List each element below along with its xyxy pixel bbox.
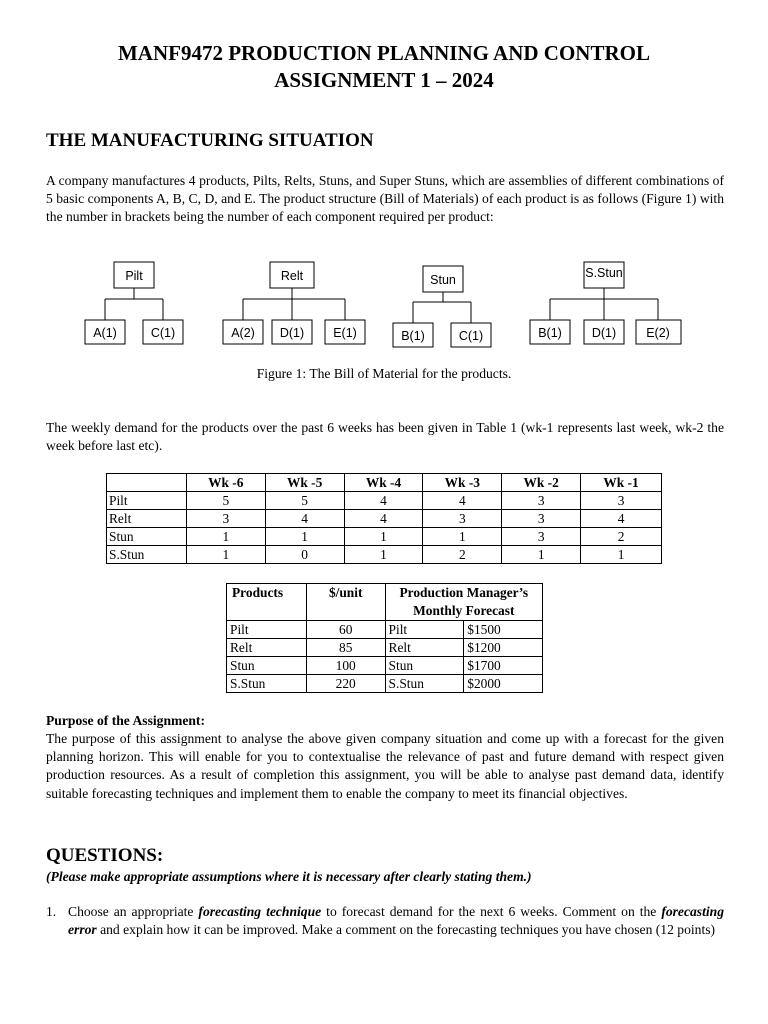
table-row bbox=[227, 621, 543, 639]
question-text-part: and explain how it can be improved. Make a comment on the forecasting techniques you have chosen (12 points) bbox=[96, 922, 716, 938]
product-cell: S.Stun bbox=[227, 675, 307, 693]
table-cell: 1 bbox=[581, 546, 662, 564]
table-cell: 1 bbox=[265, 528, 344, 546]
table-cell: 4 bbox=[344, 510, 423, 528]
product-cell: Pilt bbox=[227, 621, 307, 639]
table-cell: 1 bbox=[344, 546, 423, 564]
bom-label-stun-comp-2: C(1) bbox=[458, 329, 484, 343]
table-cell: 2 bbox=[581, 528, 662, 546]
table-cell: 3 bbox=[581, 492, 662, 510]
table-cell: 3 bbox=[502, 528, 581, 546]
table-header-cell: Wk -3 bbox=[423, 474, 502, 492]
table-cell: 1 bbox=[423, 528, 502, 546]
product-cell: Relt bbox=[227, 639, 307, 657]
table-row bbox=[107, 546, 662, 564]
forecast-product-cell: Pilt bbox=[385, 621, 464, 639]
table-header-cell bbox=[107, 474, 187, 492]
table-header-cell: Wk -2 bbox=[502, 474, 581, 492]
product-cell: Stun bbox=[227, 657, 307, 675]
question-text-part: to forecast demand for the next 6 weeks. Comment on the bbox=[321, 904, 662, 919]
table-cell: 1 bbox=[186, 546, 265, 564]
table-cell: 4 bbox=[581, 510, 662, 528]
bom-label-relt-comp-1: A(2) bbox=[231, 326, 255, 340]
table-cell: 5 bbox=[265, 492, 344, 510]
bom-label-relt: Relt bbox=[280, 269, 304, 283]
table-row bbox=[107, 510, 662, 528]
questions-heading: QUESTIONS: bbox=[46, 845, 164, 866]
forecast-value-cell: $1700 bbox=[464, 657, 543, 675]
bom-label-sstun-comp-3: E(2) bbox=[646, 326, 670, 340]
weekly-demand-table bbox=[106, 473, 662, 564]
document-title-line1: MANF9472 PRODUCTION PLANNING AND CONTROL bbox=[117, 41, 650, 65]
table-cell: 5 bbox=[186, 492, 265, 510]
forecast-value-cell: $1500 bbox=[464, 621, 543, 639]
price-cell: 100 bbox=[306, 657, 385, 675]
forecast-value-cell: $2000 bbox=[464, 675, 543, 693]
table-header-cell: Wk -6 bbox=[186, 474, 265, 492]
bom-diagram bbox=[0, 250, 768, 360]
forecast-product-cell: Relt bbox=[385, 639, 464, 657]
question-text bbox=[68, 903, 724, 939]
table-row bbox=[107, 492, 662, 510]
table-row bbox=[227, 657, 543, 675]
bom-label-sstun-comp-1: B(1) bbox=[538, 326, 562, 340]
table-cell: 1 bbox=[344, 528, 423, 546]
row-label: S.Stun bbox=[107, 546, 187, 564]
forecast-product-cell: S.Stun bbox=[385, 675, 464, 693]
table-row bbox=[107, 528, 662, 546]
table-cell: 4 bbox=[423, 492, 502, 510]
bom-label-relt-comp-2: D(1) bbox=[279, 326, 305, 340]
demand-intro-paragraph: The weekly demand for the products over the past 6 weeks has been given in Table 1 (wk-1 represents last week, wk-2 the week before last etc). bbox=[46, 420, 724, 454]
table-header-cell: Products bbox=[227, 584, 307, 621]
question-text-part: Choose an appropriate bbox=[68, 904, 199, 919]
table-header-cell: Wk -5 bbox=[265, 474, 344, 492]
table-header-row bbox=[107, 474, 662, 492]
price-cell: 220 bbox=[306, 675, 385, 693]
table-row bbox=[227, 639, 543, 657]
table-header-cell: $/unit bbox=[306, 584, 385, 621]
table-header-cell: Production Manager’s Monthly Forecast bbox=[385, 584, 542, 621]
table-header-cell: Wk -1 bbox=[581, 474, 662, 492]
table-cell: 4 bbox=[265, 510, 344, 528]
bom-label-sstun-comp-2: D(1) bbox=[591, 326, 617, 340]
document-title-line2: ASSIGNMENT 1 – 2024 bbox=[274, 68, 494, 92]
question-emphasis: forecasting technique bbox=[198, 904, 322, 919]
bom-label-sstun: S.Stun bbox=[585, 266, 623, 280]
bom-label-relt-comp-3: E(1) bbox=[333, 326, 357, 340]
table-header-cell: Wk -4 bbox=[344, 474, 423, 492]
bom-figure bbox=[0, 250, 768, 360]
manufacturing-paragraph: A company manufactures 4 products, Pilts, Relts, Stuns, and Super Stuns, which are assemblies of different combinations of 5 basic components A, B, C, D, and E. The product structure (Bill of Materials) of each product is as follows (Figure 1) with the number in brackets being the number of each component required per product: bbox=[46, 173, 724, 225]
bom-label-pilt: Pilt bbox=[125, 269, 143, 283]
table-row bbox=[227, 675, 543, 693]
forecast-value-cell: $1200 bbox=[464, 639, 543, 657]
question-number: 1. bbox=[46, 904, 57, 919]
figure-caption: Figure 1: The Bill of Material for the products. bbox=[256, 366, 512, 381]
row-label: Stun bbox=[107, 528, 187, 546]
table-cell: 4 bbox=[344, 492, 423, 510]
table-cell: 0 bbox=[265, 546, 344, 564]
forecast-product-cell: Stun bbox=[385, 657, 464, 675]
purpose-heading: Purpose of the Assignment: bbox=[46, 713, 205, 728]
questions-note: (Please make appropriate assumptions where it is necessary after clearly stating them.) bbox=[46, 869, 532, 884]
price-forecast-table bbox=[226, 583, 543, 693]
table-cell: 3 bbox=[502, 492, 581, 510]
table-cell: 1 bbox=[502, 546, 581, 564]
row-label: Pilt bbox=[107, 492, 187, 510]
bom-label-pilt-comp-1: A(1) bbox=[93, 326, 117, 340]
bom-label-pilt-comp-2: C(1) bbox=[150, 326, 176, 340]
price-cell: 60 bbox=[306, 621, 385, 639]
purpose-paragraph: The purpose of this assignment to analyse the above given company situation and come up with a forecast for the given planning horizon. This will enable for you to contextualise the relevance of past and future demand with respect given production resources. As a result of completion this assignment, you will be able to analyse past demand data, identify suitable forecasting techniques and implement them to enable the company to meet its financial objectives. bbox=[46, 731, 724, 801]
table-cell: 3 bbox=[502, 510, 581, 528]
section-heading-manufacturing: THE MANUFACTURING SITUATION bbox=[46, 130, 374, 151]
bom-label-stun: Stun bbox=[430, 273, 456, 287]
question-emphasis: forecasting error bbox=[68, 904, 724, 938]
table-cell: 3 bbox=[423, 510, 502, 528]
table-cell: 3 bbox=[186, 510, 265, 528]
price-cell: 85 bbox=[306, 639, 385, 657]
table-cell: 1 bbox=[186, 528, 265, 546]
bom-label-stun-comp-1: B(1) bbox=[401, 329, 425, 343]
row-label: Relt bbox=[107, 510, 187, 528]
table-header-row bbox=[227, 584, 543, 621]
table-cell: 2 bbox=[423, 546, 502, 564]
